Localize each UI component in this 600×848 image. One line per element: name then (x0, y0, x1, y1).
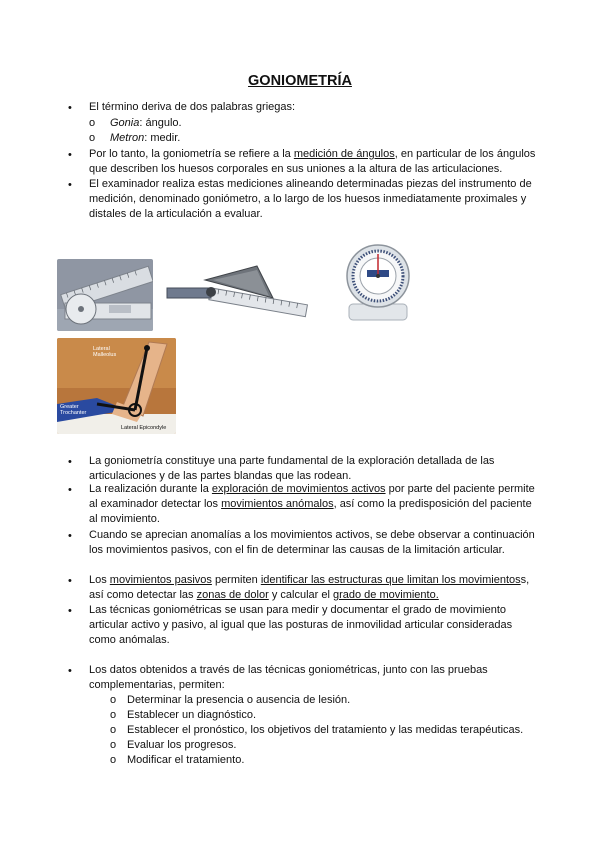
intro-bullet-1: El término deriva de dos palabras griegas: (89, 101, 296, 113)
sub-bullet: o (110, 739, 117, 751)
link-text: movimientos pasivos (109, 574, 212, 586)
text: al examinador detectar los (89, 498, 222, 510)
sub-bullet: o (89, 117, 96, 129)
label-greater-trochanter: Greater Trochanter (60, 404, 87, 416)
definition: : ángulo. (139, 117, 182, 129)
link-text: movimientos anómalos (221, 498, 334, 510)
goniometer-photo-3 (345, 240, 411, 324)
list-item: Establecer el pronóstico, los objetivos del tratamiento y las medidas terapéuticas. (127, 724, 524, 736)
label-lateral-epicondyle: Lateral Epicondyle (121, 425, 167, 431)
bullet: • (68, 179, 72, 191)
link-text: identificar las estructuras que limitan los movimientos (260, 574, 521, 586)
section3-bullet-2 (89, 603, 545, 648)
text: s, (520, 574, 530, 586)
section2-bullet-1 (89, 454, 545, 484)
section2-bullet-2 (89, 482, 545, 527)
bullet: • (68, 530, 72, 542)
text: permiten (211, 574, 261, 586)
list-item: Establecer un diagnóstico. (127, 709, 257, 721)
term: Metron (110, 132, 145, 144)
section2-bullet-3 (89, 528, 545, 558)
text-line: Las técnicas goniométricas se usan para medir y documentar el grado de movimiento (89, 604, 506, 616)
intro-bullet-2 (89, 147, 545, 177)
bullet: • (68, 149, 72, 161)
link-text: medición de ángulos (293, 148, 395, 160)
term: Gonia (110, 117, 140, 129)
bullet: • (68, 484, 72, 496)
intro-bullet-3 (89, 177, 545, 222)
list-item: Determinar la presencia o ausencia de lesión. (127, 694, 351, 706)
text-line: los movimientos pasivos, con el fin de determinar las causas de la limitación articular. (89, 544, 505, 556)
text-line: como anómalas. (89, 634, 170, 646)
text-line: que describen los huesos corporales en sus uniones a la altura de las articulaciones. (89, 163, 503, 175)
bullet: • (68, 102, 72, 114)
text-line: al movimiento. (89, 513, 160, 525)
sub-item-gonia (110, 116, 182, 130)
section3-bullet-1 (89, 573, 545, 603)
text-line: distales de la articulación a evaluar. (89, 208, 263, 220)
definition: : medir. (144, 132, 181, 144)
text: Los (89, 574, 110, 586)
text: Por lo tanto, la goniometría se refiere a la (89, 148, 294, 160)
text: La realización durante la (89, 483, 212, 495)
text: , en particular de los ángulos (394, 148, 536, 160)
list-item: Modificar el tratamiento. (127, 754, 245, 766)
bullet: • (68, 605, 72, 617)
page-title: GONIOMETRÍA (248, 73, 352, 89)
list-item: Evaluar los progresos. (127, 739, 237, 751)
text-line: articular activo y pasivo, al igual que las posturas de inmovilidad articular consideradas (89, 619, 513, 631)
text-line: La goniometría constituye una parte fundamental de la exploración detallada de las (89, 455, 495, 467)
bullet: • (68, 665, 72, 677)
bullet: • (68, 456, 72, 468)
text-line: Los datos obtenidos a través de las técnicas goniométricas, junto con las pruebas (89, 664, 488, 676)
link-text: exploración de movimientos activos (211, 483, 386, 495)
text-line: El examinador realiza estas mediciones alineando determinadas piezas del instrumento de (89, 178, 532, 190)
sub-bullet: o (110, 754, 117, 766)
text-line: medición, denominado goniómetro, a lo largo de los huesos inmediatamente proximales y (89, 193, 527, 205)
sub-bullet: o (89, 132, 96, 144)
bullet: • (68, 575, 72, 587)
link-text: zonas de dolor (196, 589, 269, 601)
text-line: complementarias, permiten: (89, 679, 225, 691)
text: y calcular el (268, 589, 333, 601)
text-line: articulaciones y de las partes blandas que las rodean. (89, 470, 352, 482)
sub-item-metron (110, 131, 180, 145)
label-lateral-malleolus: Lateral Malleolus (93, 346, 117, 358)
sub-bullet: o (110, 709, 117, 721)
goniometer-photo-2 (165, 258, 311, 326)
text: , así como la predisposición del paciente (333, 498, 532, 510)
section4-bullet-1 (89, 663, 545, 693)
text-line: Cuando se aprecian anomalías a los movimientos activos, se debe observar a continuación (89, 529, 535, 541)
sub-bullet: o (110, 724, 117, 736)
goniometer-photo-1 (57, 259, 153, 331)
text: por parte del paciente permite (385, 483, 535, 495)
text: así como detectar las (89, 589, 197, 601)
sub-bullet: o (110, 694, 117, 706)
link-text: grado de movimiento. (332, 589, 439, 601)
